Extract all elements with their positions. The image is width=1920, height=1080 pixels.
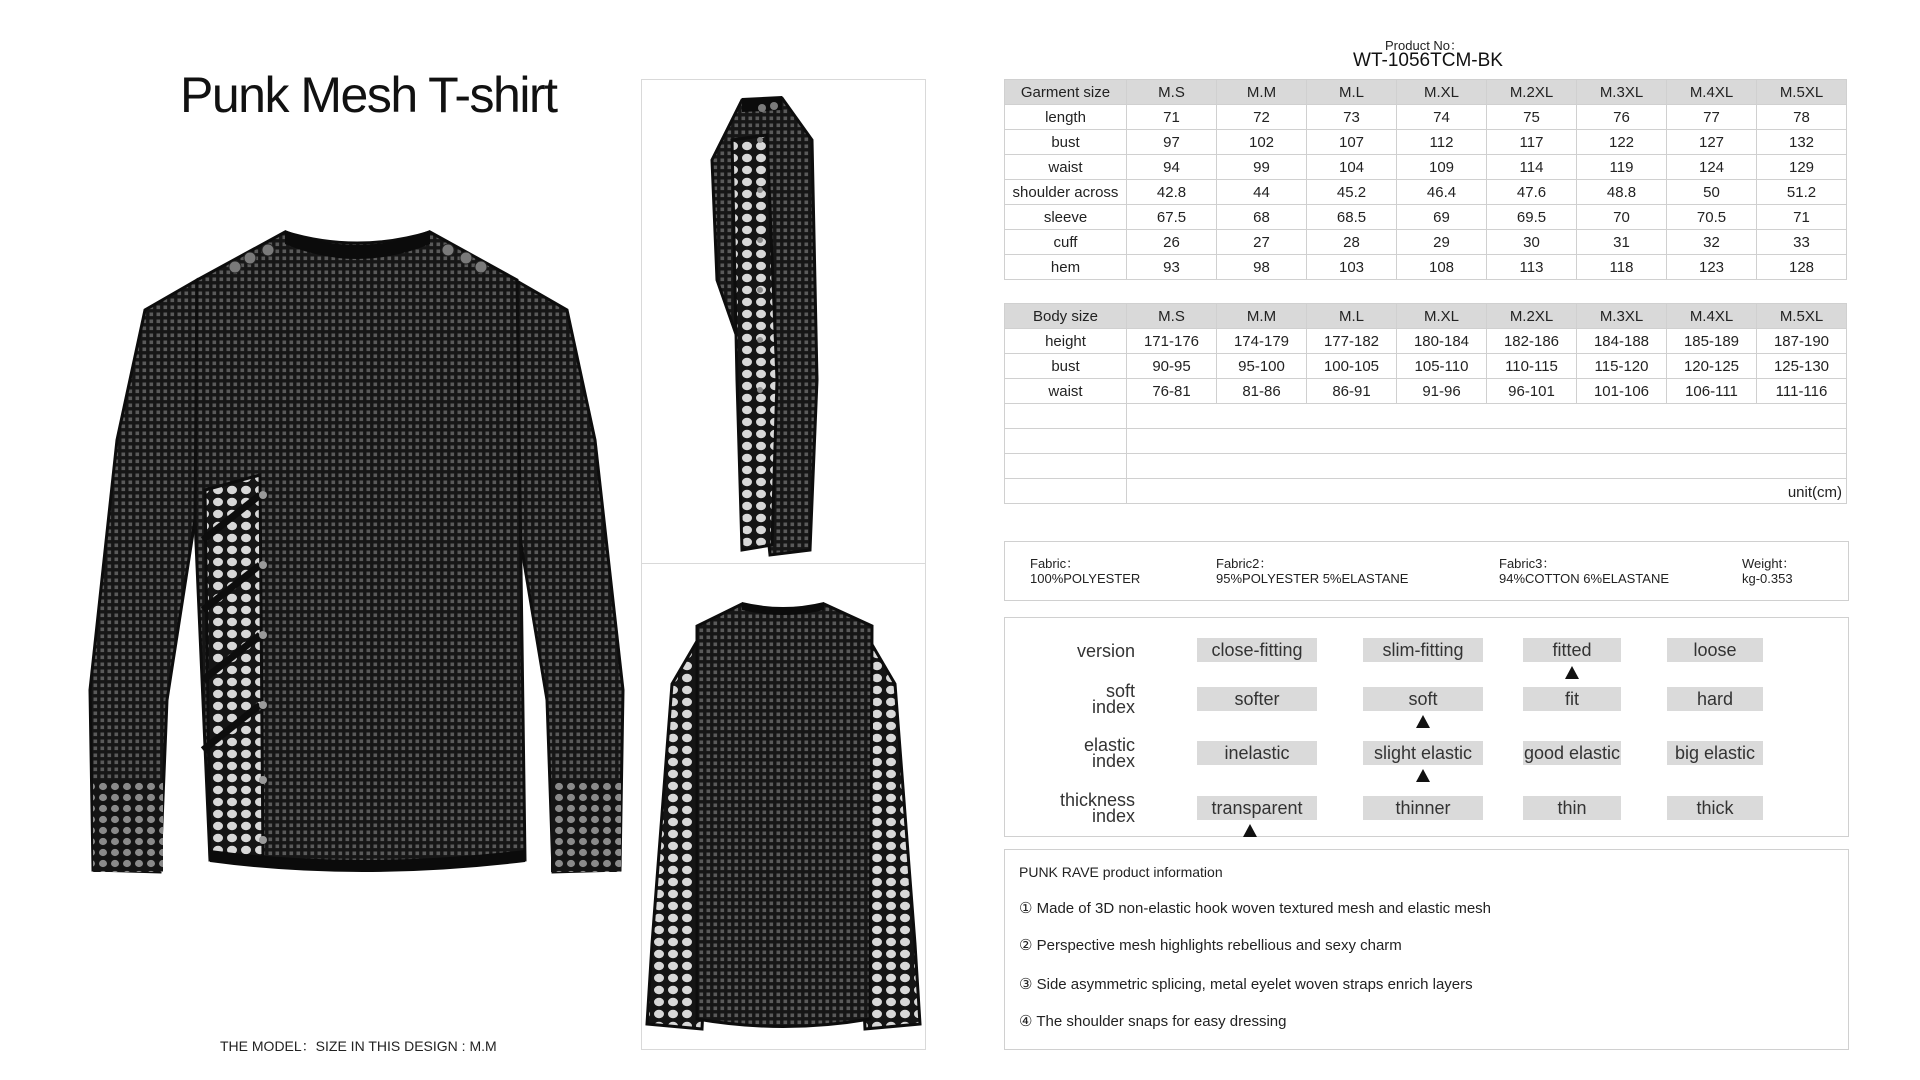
value-cell: 50 [1667, 180, 1757, 205]
info-item: ② Perspective mesh highlights rebellious and sexy charm [1019, 937, 1402, 954]
value-cell: 114 [1487, 155, 1577, 180]
product-number: WT-1056TCM-BK [1353, 50, 1503, 71]
feature-option: soft [1363, 687, 1483, 711]
table-row [1005, 155, 1847, 180]
value-cell: 42.8 [1127, 180, 1217, 205]
row-label-cell: sleeve [1005, 205, 1127, 230]
info-item: ④ The shoulder snaps for easy dressing [1019, 1013, 1287, 1030]
table-row [1005, 329, 1847, 354]
mesh-shirt-front [85, 220, 630, 875]
value-cell: 184-188 [1577, 329, 1667, 354]
value-cell: 109 [1397, 155, 1487, 180]
value-cell: 96-101 [1487, 379, 1577, 404]
value-cell: 26 [1127, 230, 1217, 255]
value-cell: M.XL [1397, 80, 1487, 105]
fabric-2: Fabric2： 95%POLYESTER 5%ELASTANE [1216, 556, 1409, 586]
model-size-note: THE MODEL：SIZE IN THIS DESIGN : M.M [220, 1038, 497, 1054]
feature-row [1005, 628, 1848, 668]
table-row [1005, 205, 1847, 230]
value-cell: 44 [1217, 180, 1307, 205]
value-cell: 103 [1307, 255, 1397, 280]
value-cell: 117 [1487, 130, 1577, 155]
empty-row [1005, 429, 1847, 454]
feature-row [1005, 786, 1848, 826]
value-cell: 112 [1397, 130, 1487, 155]
value-cell: 71 [1127, 105, 1217, 130]
value-cell: 171-176 [1127, 329, 1217, 354]
value-cell: 69.5 [1487, 205, 1577, 230]
feature-label: thickness index [1059, 790, 1135, 826]
feature-option: loose [1667, 638, 1763, 662]
value-cell: 48.8 [1577, 180, 1667, 205]
feature-option: thinner [1363, 796, 1483, 820]
value-cell: 115-120 [1577, 354, 1667, 379]
product-info-box [1004, 849, 1849, 1050]
value-cell: M.4XL [1667, 304, 1757, 329]
value-cell: 113 [1487, 255, 1577, 280]
feature-label: version [1076, 641, 1135, 661]
fabric-info-box [1004, 541, 1849, 601]
value-cell: 99 [1217, 155, 1307, 180]
value-cell: 70 [1577, 205, 1667, 230]
fabric-1: Fabric： 100%POLYESTER [1030, 556, 1141, 586]
feature-label: soft index [1091, 681, 1135, 717]
empty-cell [1127, 429, 1847, 454]
value-cell: 46.4 [1397, 180, 1487, 205]
value-cell: 74 [1397, 105, 1487, 130]
empty-cell [1005, 479, 1127, 504]
value-cell: 174-179 [1217, 329, 1307, 354]
value-cell: 119 [1577, 155, 1667, 180]
value-cell: 98 [1217, 255, 1307, 280]
triangle-marker-icon [1416, 769, 1430, 782]
value-cell: 106-111 [1667, 379, 1757, 404]
value-cell: 67.5 [1127, 205, 1217, 230]
info-heading: PUNK RAVE product information [1019, 864, 1223, 880]
value-cell: M.L [1307, 304, 1397, 329]
triangle-marker-icon [1243, 824, 1257, 837]
row-label-cell: height [1005, 329, 1127, 354]
value-cell: M.5XL [1757, 304, 1847, 329]
feature-option: slim-fitting [1363, 638, 1483, 662]
garment-size-table [1004, 79, 1847, 280]
value-cell: 68.5 [1307, 205, 1397, 230]
value-cell: 120-125 [1667, 354, 1757, 379]
value-cell: 33 [1757, 230, 1847, 255]
row-label-cell: Garment size [1005, 80, 1127, 105]
product-title: Punk Mesh T-shirt [180, 67, 557, 123]
value-cell: M.XL [1397, 304, 1487, 329]
value-cell: M.4XL [1667, 80, 1757, 105]
feature-option: slight elastic [1363, 741, 1483, 765]
row-label-cell: waist [1005, 379, 1127, 404]
value-cell: 111-116 [1757, 379, 1847, 404]
value-cell: 27 [1217, 230, 1307, 255]
feature-option: softer [1197, 687, 1317, 711]
empty-cell [1005, 429, 1127, 454]
value-cell: 28 [1307, 230, 1397, 255]
feature-option: close-fitting [1197, 638, 1317, 662]
value-cell: M.M [1217, 80, 1307, 105]
feature-label: elastic index [1083, 735, 1135, 771]
value-cell: 29 [1397, 230, 1487, 255]
feature-row [1005, 731, 1848, 771]
row-label-cell: bust [1005, 354, 1127, 379]
value-cell: M.5XL [1757, 80, 1847, 105]
value-cell: 70.5 [1667, 205, 1757, 230]
value-cell: 77 [1667, 105, 1757, 130]
feature-row [1005, 677, 1848, 717]
value-cell: 132 [1757, 130, 1847, 155]
value-cell: 31 [1577, 230, 1667, 255]
product-number-label: Product No： [1385, 38, 1464, 53]
value-cell: 122 [1577, 130, 1667, 155]
value-cell: 118 [1577, 255, 1667, 280]
value-cell: 81-86 [1217, 379, 1307, 404]
value-cell: 72 [1217, 105, 1307, 130]
table-row [1005, 354, 1847, 379]
value-cell: 187-190 [1757, 329, 1847, 354]
value-cell: 123 [1667, 255, 1757, 280]
body-size-table [1004, 303, 1847, 504]
triangle-marker-icon [1416, 715, 1430, 728]
table-header-row [1005, 80, 1847, 105]
shirt-back-frame [641, 563, 926, 1050]
value-cell: 94 [1127, 155, 1217, 180]
table-row [1005, 130, 1847, 155]
value-cell: 76-81 [1127, 379, 1217, 404]
table-row [1005, 230, 1847, 255]
value-cell: 78 [1757, 105, 1847, 130]
empty-cell [1005, 454, 1127, 479]
table-row [1005, 255, 1847, 280]
empty-cell [1127, 404, 1847, 429]
shirt-front-image [85, 220, 630, 875]
feature-option: thin [1523, 796, 1621, 820]
weight: Weight： kg-0.353 [1742, 556, 1796, 586]
value-cell: 51.2 [1757, 180, 1847, 205]
value-cell: 110-115 [1487, 354, 1577, 379]
value-cell: 86-91 [1307, 379, 1397, 404]
value-cell: M.2XL [1487, 80, 1577, 105]
row-label-cell: waist [1005, 155, 1127, 180]
feature-option: good elastic [1523, 743, 1621, 763]
value-cell: 107 [1307, 130, 1397, 155]
table-row [1005, 180, 1847, 205]
value-cell: 108 [1397, 255, 1487, 280]
feature-option: fit [1523, 687, 1621, 711]
value-cell: 73 [1307, 105, 1397, 130]
fabric-3: Fabric3： 94%COTTON 6%ELASTANE [1499, 556, 1670, 586]
table-row [1005, 379, 1847, 404]
value-cell: 185-189 [1667, 329, 1757, 354]
value-cell: 76 [1577, 105, 1667, 130]
feature-option: transparent [1197, 796, 1317, 820]
empty-cell [1127, 454, 1847, 479]
value-cell: M.3XL [1577, 304, 1667, 329]
row-label-cell: hem [1005, 255, 1127, 280]
value-cell: 125-130 [1757, 354, 1847, 379]
value-cell: 47.6 [1487, 180, 1577, 205]
mesh-shirt-side [642, 80, 925, 563]
value-cell: 68 [1217, 205, 1307, 230]
empty-row [1005, 454, 1847, 479]
value-cell: 180-184 [1397, 329, 1487, 354]
value-cell: M.S [1127, 80, 1217, 105]
unit-label: unit(cm) [1787, 484, 1842, 501]
value-cell: 32 [1667, 230, 1757, 255]
value-cell: M.S [1127, 304, 1217, 329]
empty-cell [1127, 479, 1847, 504]
value-cell: 91-96 [1397, 379, 1487, 404]
feature-option: thick [1667, 796, 1763, 820]
row-label-cell: cuff [1005, 230, 1127, 255]
feature-option: inelastic [1197, 741, 1317, 765]
feature-option: hard [1667, 687, 1763, 711]
feature-index-box [1004, 617, 1849, 837]
value-cell: 177-182 [1307, 329, 1397, 354]
row-label-cell: bust [1005, 130, 1127, 155]
value-cell: 90-95 [1127, 354, 1217, 379]
table-row [1005, 105, 1847, 130]
value-cell: M.M [1217, 304, 1307, 329]
value-cell: 71 [1757, 205, 1847, 230]
value-cell: 129 [1757, 155, 1847, 180]
value-cell: 101-106 [1577, 379, 1667, 404]
value-cell: 102 [1217, 130, 1307, 155]
value-cell: 128 [1757, 255, 1847, 280]
value-cell: 97 [1127, 130, 1217, 155]
value-cell: 104 [1307, 155, 1397, 180]
value-cell: 69 [1397, 205, 1487, 230]
value-cell: 30 [1487, 230, 1577, 255]
shirt-side-frame [641, 79, 926, 564]
value-cell: M.3XL [1577, 80, 1667, 105]
info-item: ① Made of 3D non-elastic hook woven textured mesh and elastic mesh [1019, 900, 1492, 917]
empty-row [1005, 479, 1847, 504]
value-cell: 105-110 [1397, 354, 1487, 379]
row-label-cell: length [1005, 105, 1127, 130]
row-label-cell: shoulder across [1005, 180, 1127, 205]
value-cell: 45.2 [1307, 180, 1397, 205]
value-cell: M.L [1307, 80, 1397, 105]
value-cell: 75 [1487, 105, 1577, 130]
table-header-row [1005, 304, 1847, 329]
value-cell: M.2XL [1487, 304, 1577, 329]
value-cell: 100-105 [1307, 354, 1397, 379]
row-label-cell: Body size [1005, 304, 1127, 329]
value-cell: 95-100 [1217, 354, 1307, 379]
feature-option: big elastic [1667, 741, 1763, 765]
feature-option: fitted [1523, 638, 1621, 662]
value-cell: 182-186 [1487, 329, 1577, 354]
value-cell: 124 [1667, 155, 1757, 180]
info-item: ③ Side asymmetric splicing, metal eyelet woven straps enrich layers [1019, 976, 1473, 993]
empty-row [1005, 404, 1847, 429]
value-cell: 127 [1667, 130, 1757, 155]
mesh-shirt-back [642, 564, 925, 1049]
value-cell: 93 [1127, 255, 1217, 280]
empty-cell [1005, 404, 1127, 429]
